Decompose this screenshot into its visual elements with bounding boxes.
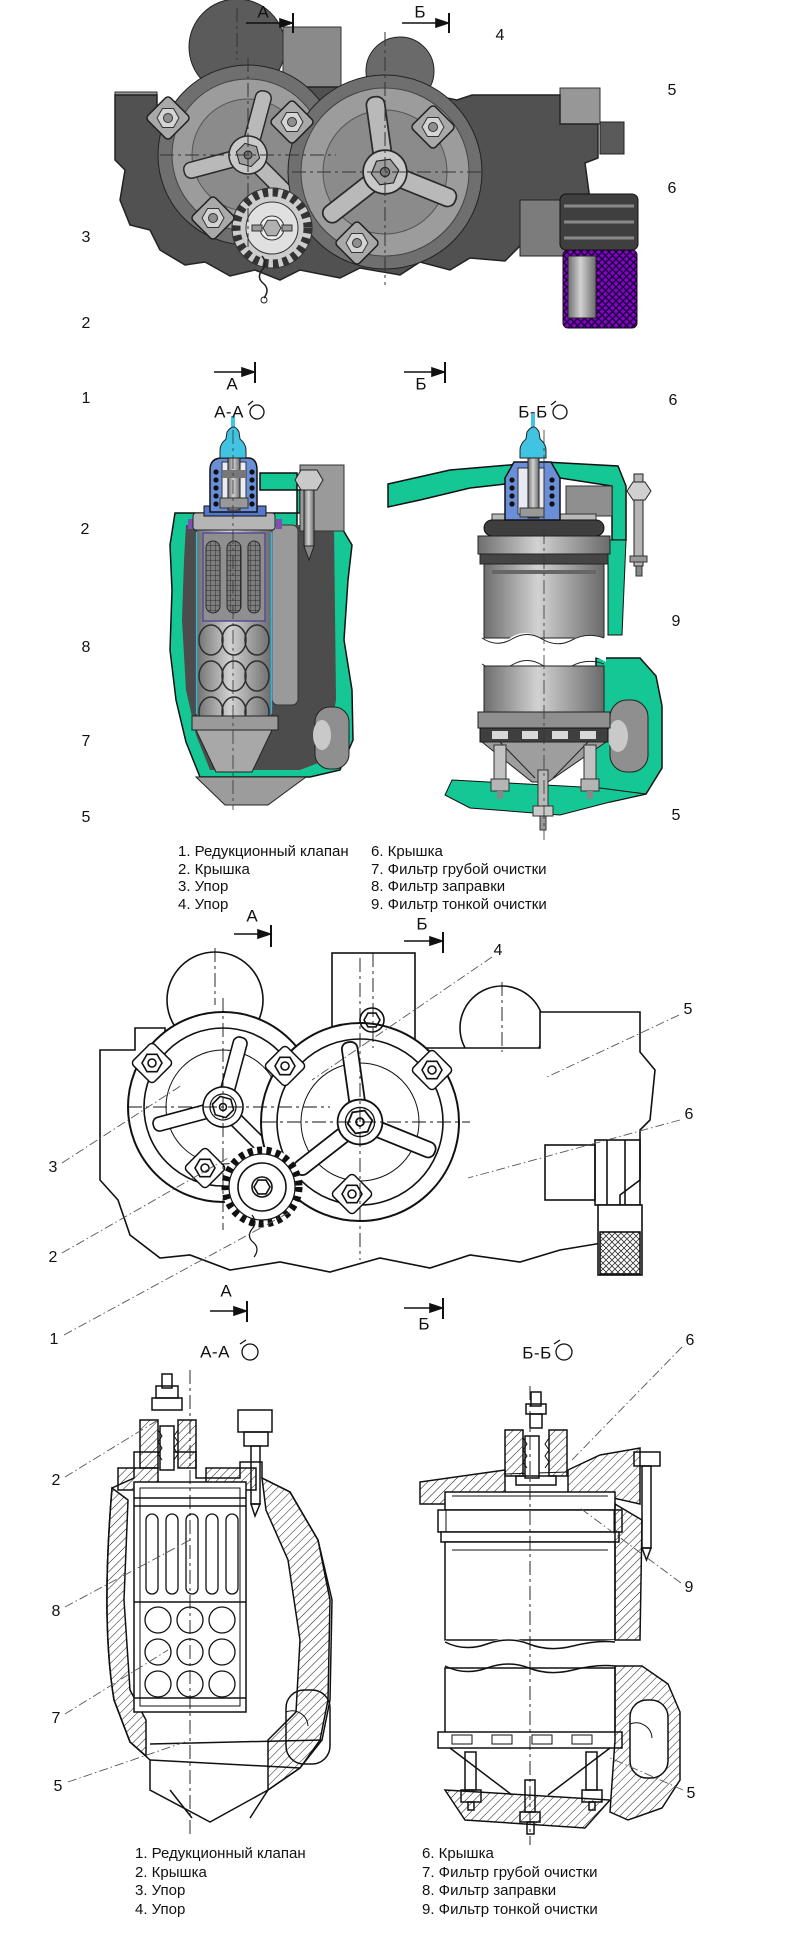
- cut-label-b-top: Б: [414, 2, 426, 22]
- callout-5-line-section-right: 5: [686, 1785, 696, 1802]
- section-aa-line-drawing: [107, 1370, 332, 1835]
- callout-9-colored-section: 9: [671, 613, 681, 630]
- callout-5-colored-section-right: 5: [671, 807, 681, 824]
- legend-item: 7. Фильтр грубой очистки: [371, 860, 547, 878]
- callout-3-colored: 3: [81, 229, 91, 246]
- callout-6-line: 6: [684, 1106, 694, 1123]
- cut-label-a-line-bottom: А: [220, 1281, 232, 1301]
- callout-3-line: 3: [48, 1159, 58, 1176]
- legend-item: 6. Крышка: [371, 843, 443, 860]
- callout-6-colored-section: 6: [668, 392, 678, 409]
- legend-top-right-column: [371, 843, 547, 913]
- callout-2-line: 2: [48, 1249, 58, 1266]
- callout-5-colored: 5: [667, 82, 677, 99]
- legend-item: 6. Крышка: [422, 1845, 494, 1862]
- callout-9-line-section: 9: [684, 1579, 694, 1596]
- cut-label-a-top: А: [257, 2, 269, 22]
- cut-label-b-line-bottom: Б: [418, 1314, 430, 1334]
- callout-6-line-section: 6: [685, 1332, 695, 1349]
- callout-7-line-section: 7: [51, 1710, 61, 1727]
- callout-5-colored-section-left: 5: [81, 809, 91, 826]
- cut-label-b-bottom: Б: [415, 374, 427, 394]
- section-title-bb-line: Б-Б: [522, 1343, 552, 1363]
- legend-item: 2. Крышка: [135, 1863, 207, 1881]
- legend-item: 4. Упор: [178, 895, 229, 913]
- legend-item: 2. Крышка: [178, 860, 250, 878]
- legend-top-left-column: [178, 843, 349, 913]
- callout-4-colored: 4: [495, 27, 505, 44]
- callout-5-line-section-left: 5: [53, 1778, 63, 1795]
- cut-label-a-line-top: А: [246, 906, 258, 926]
- legend-bottom-left-column: [135, 1845, 306, 1919]
- callout-2-line-section: 2: [51, 1472, 61, 1489]
- legend-item: 8. Фильтр заправки: [371, 878, 506, 895]
- section-title-aa-colored: А-А: [214, 402, 244, 422]
- legend-item: 3. Упор: [135, 1882, 186, 1899]
- callout-7-colored-section: 7: [81, 733, 91, 750]
- callout-1-line: 1: [49, 1331, 59, 1348]
- callout-1-colored: 1: [81, 390, 91, 407]
- legend-item: 1. Редукционный клапан: [178, 843, 349, 860]
- legend-item: 3. Упор: [178, 878, 229, 895]
- legend-item: 7. Фильтр грубой очистки: [422, 1863, 598, 1881]
- section-title-aa-line: А-А: [200, 1342, 230, 1362]
- section-aa-colored-drawing: [170, 416, 353, 810]
- cut-label-b-line-top: Б: [416, 914, 428, 934]
- callout-6-colored: 6: [667, 180, 677, 197]
- legend-item: 9. Фильтр тонкой очистки: [422, 1900, 598, 1918]
- legend-bottom-right-column: [422, 1845, 598, 1919]
- section-bb-colored-drawing: [388, 414, 662, 840]
- callout-8-line-section: 8: [51, 1603, 61, 1620]
- callout-2-colored-section: 2: [80, 521, 90, 538]
- legend-item: 9. Фильтр тонкой очистки: [371, 895, 547, 913]
- callout-8-colored-section: 8: [81, 639, 91, 656]
- legend-item: 1. Редукционный клапан: [135, 1845, 306, 1862]
- legend-item: 4. Упор: [135, 1900, 186, 1918]
- callout-2-colored: 2: [81, 315, 91, 332]
- callout-4-line: 4: [493, 942, 503, 959]
- assembly-3d-top-view-drawing: [115, 0, 638, 328]
- assembly-line-top-view-drawing: [100, 948, 655, 1275]
- callout-5-line: 5: [683, 1001, 693, 1018]
- section-bb-line-drawing: [420, 1386, 680, 1845]
- legend-item: 8. Фильтр заправки: [422, 1882, 557, 1899]
- section-title-bb-colored: Б-Б: [518, 402, 548, 422]
- cut-label-a-bottom: А: [226, 374, 238, 394]
